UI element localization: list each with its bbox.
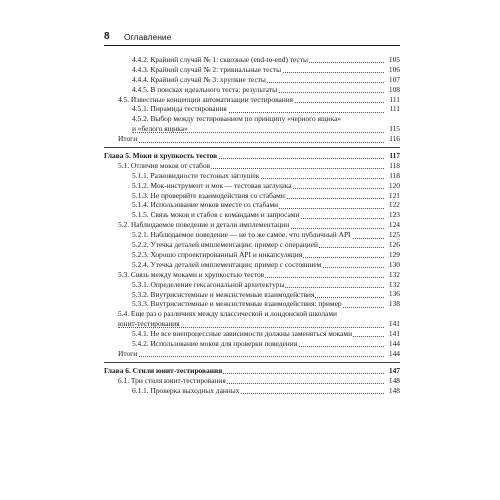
toc-entry	[104, 240, 400, 250]
toc-page-number: 125	[388, 230, 400, 240]
toc-entry-title: 5.4. Еще раз о различиях между классической и лондонской школами	[118, 309, 337, 319]
toc-entry	[104, 55, 400, 65]
toc-page-number: 129	[388, 249, 400, 259]
toc-page-number: 117	[389, 151, 400, 161]
toc-page-number: 132	[388, 269, 400, 279]
toc-chapter-entry	[104, 151, 400, 161]
toc-entry	[104, 104, 400, 114]
toc-page-number: 130	[388, 259, 400, 269]
toc-entry	[104, 181, 400, 191]
toc-entry	[104, 210, 400, 220]
toc-page-number: 118	[389, 170, 400, 180]
toc-entry	[104, 260, 400, 270]
section-divider	[104, 362, 400, 363]
toc-page-number: 122	[388, 200, 400, 210]
toc-entry-title: 5.1.3. Не проверяйте взаимодействия со стабами	[132, 190, 285, 200]
toc-entry	[104, 161, 400, 171]
toc-page-number: 148	[388, 385, 400, 395]
toc-entry	[104, 200, 400, 210]
toc-page-number: 116	[389, 134, 400, 144]
toc-page-number: 141	[388, 329, 400, 339]
toc-entry	[104, 171, 400, 181]
dot-leader	[118, 327, 384, 328]
toc-page-number: 136	[388, 289, 400, 299]
page-number: 8	[104, 31, 110, 42]
toc-entry	[104, 114, 400, 134]
toc-entry-title: 4.5.1. Пирамида тестирования	[132, 104, 227, 114]
toc-entry	[104, 75, 400, 85]
toc-page-number: 115	[389, 124, 400, 134]
toc-page-number: 111	[389, 104, 400, 114]
toc-entry	[104, 329, 400, 339]
dot-leader	[118, 142, 384, 143]
toc-entry	[104, 299, 400, 309]
toc-entry	[104, 376, 400, 386]
toc-page-number: 148	[388, 375, 400, 385]
toc-entry	[104, 280, 400, 290]
toc-entry-title: 5.1. Отличия моков от стабов	[118, 160, 210, 170]
toc-page-number: 144	[388, 338, 400, 348]
toc-entry-title: 5.4.1. Не все внепроцессные зависимости должны заменяться моками	[132, 329, 353, 339]
toc-entry	[104, 220, 400, 230]
toc-entry-title: 6.1.1. Проверка выходных данных	[132, 385, 240, 395]
toc-entry	[104, 65, 400, 75]
toc-page-number: 144	[388, 348, 400, 358]
toc-page-number: 132	[388, 279, 400, 289]
toc-entry	[104, 339, 400, 349]
toc-entry-title: 5.3.2. Внутрисистемные и межсистемные взаимодействия	[132, 289, 315, 299]
toc-entry-title: 5.1.5. Связь моков и стабов с командами и запросами	[132, 210, 300, 220]
toc-page-number: 124	[388, 220, 400, 230]
toc-page-number: 138	[388, 299, 400, 309]
toc-entry	[104, 250, 400, 260]
toc-entry-title: 4.4.2. Крайний случай № 1: сквозные (end-to-end) тесты	[132, 55, 308, 64]
toc-entry-title-continued: и «белого ящика»	[132, 124, 188, 134]
header-rule	[104, 45, 400, 46]
toc-page-number: 111	[389, 94, 400, 104]
toc-entry-title: 4.5. Известные концепции автоматизации тестирования	[118, 94, 294, 104]
toc-block-1	[104, 55, 400, 144]
toc-entry-title: 4.4.4. Крайний случай № 3: хрупкие тесты	[132, 74, 266, 84]
toc-entry-title: 4.4.5. В поисках идеального теста: результаты	[132, 84, 278, 94]
toc-entry	[104, 270, 400, 280]
toc-entry-title: Глава 5. Моки и хрупкость тестов	[104, 151, 218, 161]
toc-entry-title: 5.3. Связь между моками и хрупкостью тестов	[118, 269, 265, 279]
toc-page-number: 121	[388, 190, 400, 200]
toc-entry-title-continued: юнит-тестирования	[118, 319, 180, 329]
toc-entry	[104, 349, 400, 359]
toc-page-number: 123	[388, 210, 400, 220]
toc-entry-title: 5.3.1. Определение гексагональной архитектуры	[132, 279, 285, 289]
toc-entry-title: 5.1.2. Мок-инструмент и мок — тестовая заглушка	[132, 180, 292, 190]
toc-entry	[104, 309, 400, 329]
toc-page-number: 147	[388, 365, 400, 375]
toc-entry	[104, 230, 400, 240]
toc-page-number: 118	[389, 160, 400, 170]
toc-block-3	[104, 366, 400, 396]
toc-page-number: 120	[388, 180, 400, 190]
toc-entry-title: 6.1. Три стиля юнит-тестирования	[118, 375, 226, 385]
toc-entry-title: 5.2.4. Утечка деталей имплементации: пример с состоянием	[132, 259, 322, 269]
toc-entry-title: 5.4.2. Использование моков для проверки поведения	[132, 338, 298, 348]
toc-block-2	[104, 151, 400, 359]
toc-page-number: 105	[388, 54, 400, 64]
toc-page-number: 126	[388, 240, 400, 250]
toc-entry	[104, 134, 400, 144]
toc-entry	[104, 95, 400, 105]
toc-entry-title: 4.5.2. Выбор между тестированием по принципу «черного ящика»	[132, 114, 342, 124]
toc-entry-title: 4.4.3. Крайний случай № 2: тривиальные тесты	[132, 64, 282, 74]
toc-entry-title: 5.2.1. Наблюдаемое поведение — не то же самое, что публичный API	[132, 230, 351, 240]
toc-entry-title: 5.3.3. Внутрисистемные и межсистемные взаимодействия: пример	[132, 299, 342, 309]
toc-page-number: 106	[388, 64, 400, 74]
table-of-contents	[104, 55, 400, 395]
running-title: Оглавление	[124, 32, 172, 42]
toc-page-number: 108	[388, 84, 400, 94]
toc-page-number: 141	[388, 319, 400, 329]
toc-page-number: 107	[388, 74, 400, 84]
toc-entry-title: 5.1.1. Разновидности тестовых заглушек	[132, 170, 260, 180]
toc-entry	[104, 191, 400, 201]
toc-entry-title: 5.2. Наблюдаемое поведение и детали имплементации	[118, 220, 290, 230]
toc-entry-title: 5.2.2. Утечка деталей имплементации: пример с операцией	[132, 240, 318, 250]
toc-entry-title: Итоги	[118, 348, 138, 358]
toc-entry-title: Итоги	[118, 134, 138, 144]
dot-leader	[118, 356, 384, 357]
toc-entry	[104, 386, 400, 396]
section-divider	[104, 147, 400, 148]
page-header	[104, 31, 400, 45]
toc-entry	[104, 290, 400, 300]
toc-entry-title: Глава 6. Стили юнит-тестирования	[104, 365, 223, 375]
dot-leader	[132, 132, 384, 133]
toc-entry-title: 5.1.4. Использование моков вместе со стабами	[132, 200, 279, 210]
toc-entry-title: 5.2.3. Хорошо спроектированный API и инкапсуляция	[132, 249, 303, 259]
toc-chapter-entry	[104, 366, 400, 376]
toc-entry	[104, 85, 400, 95]
